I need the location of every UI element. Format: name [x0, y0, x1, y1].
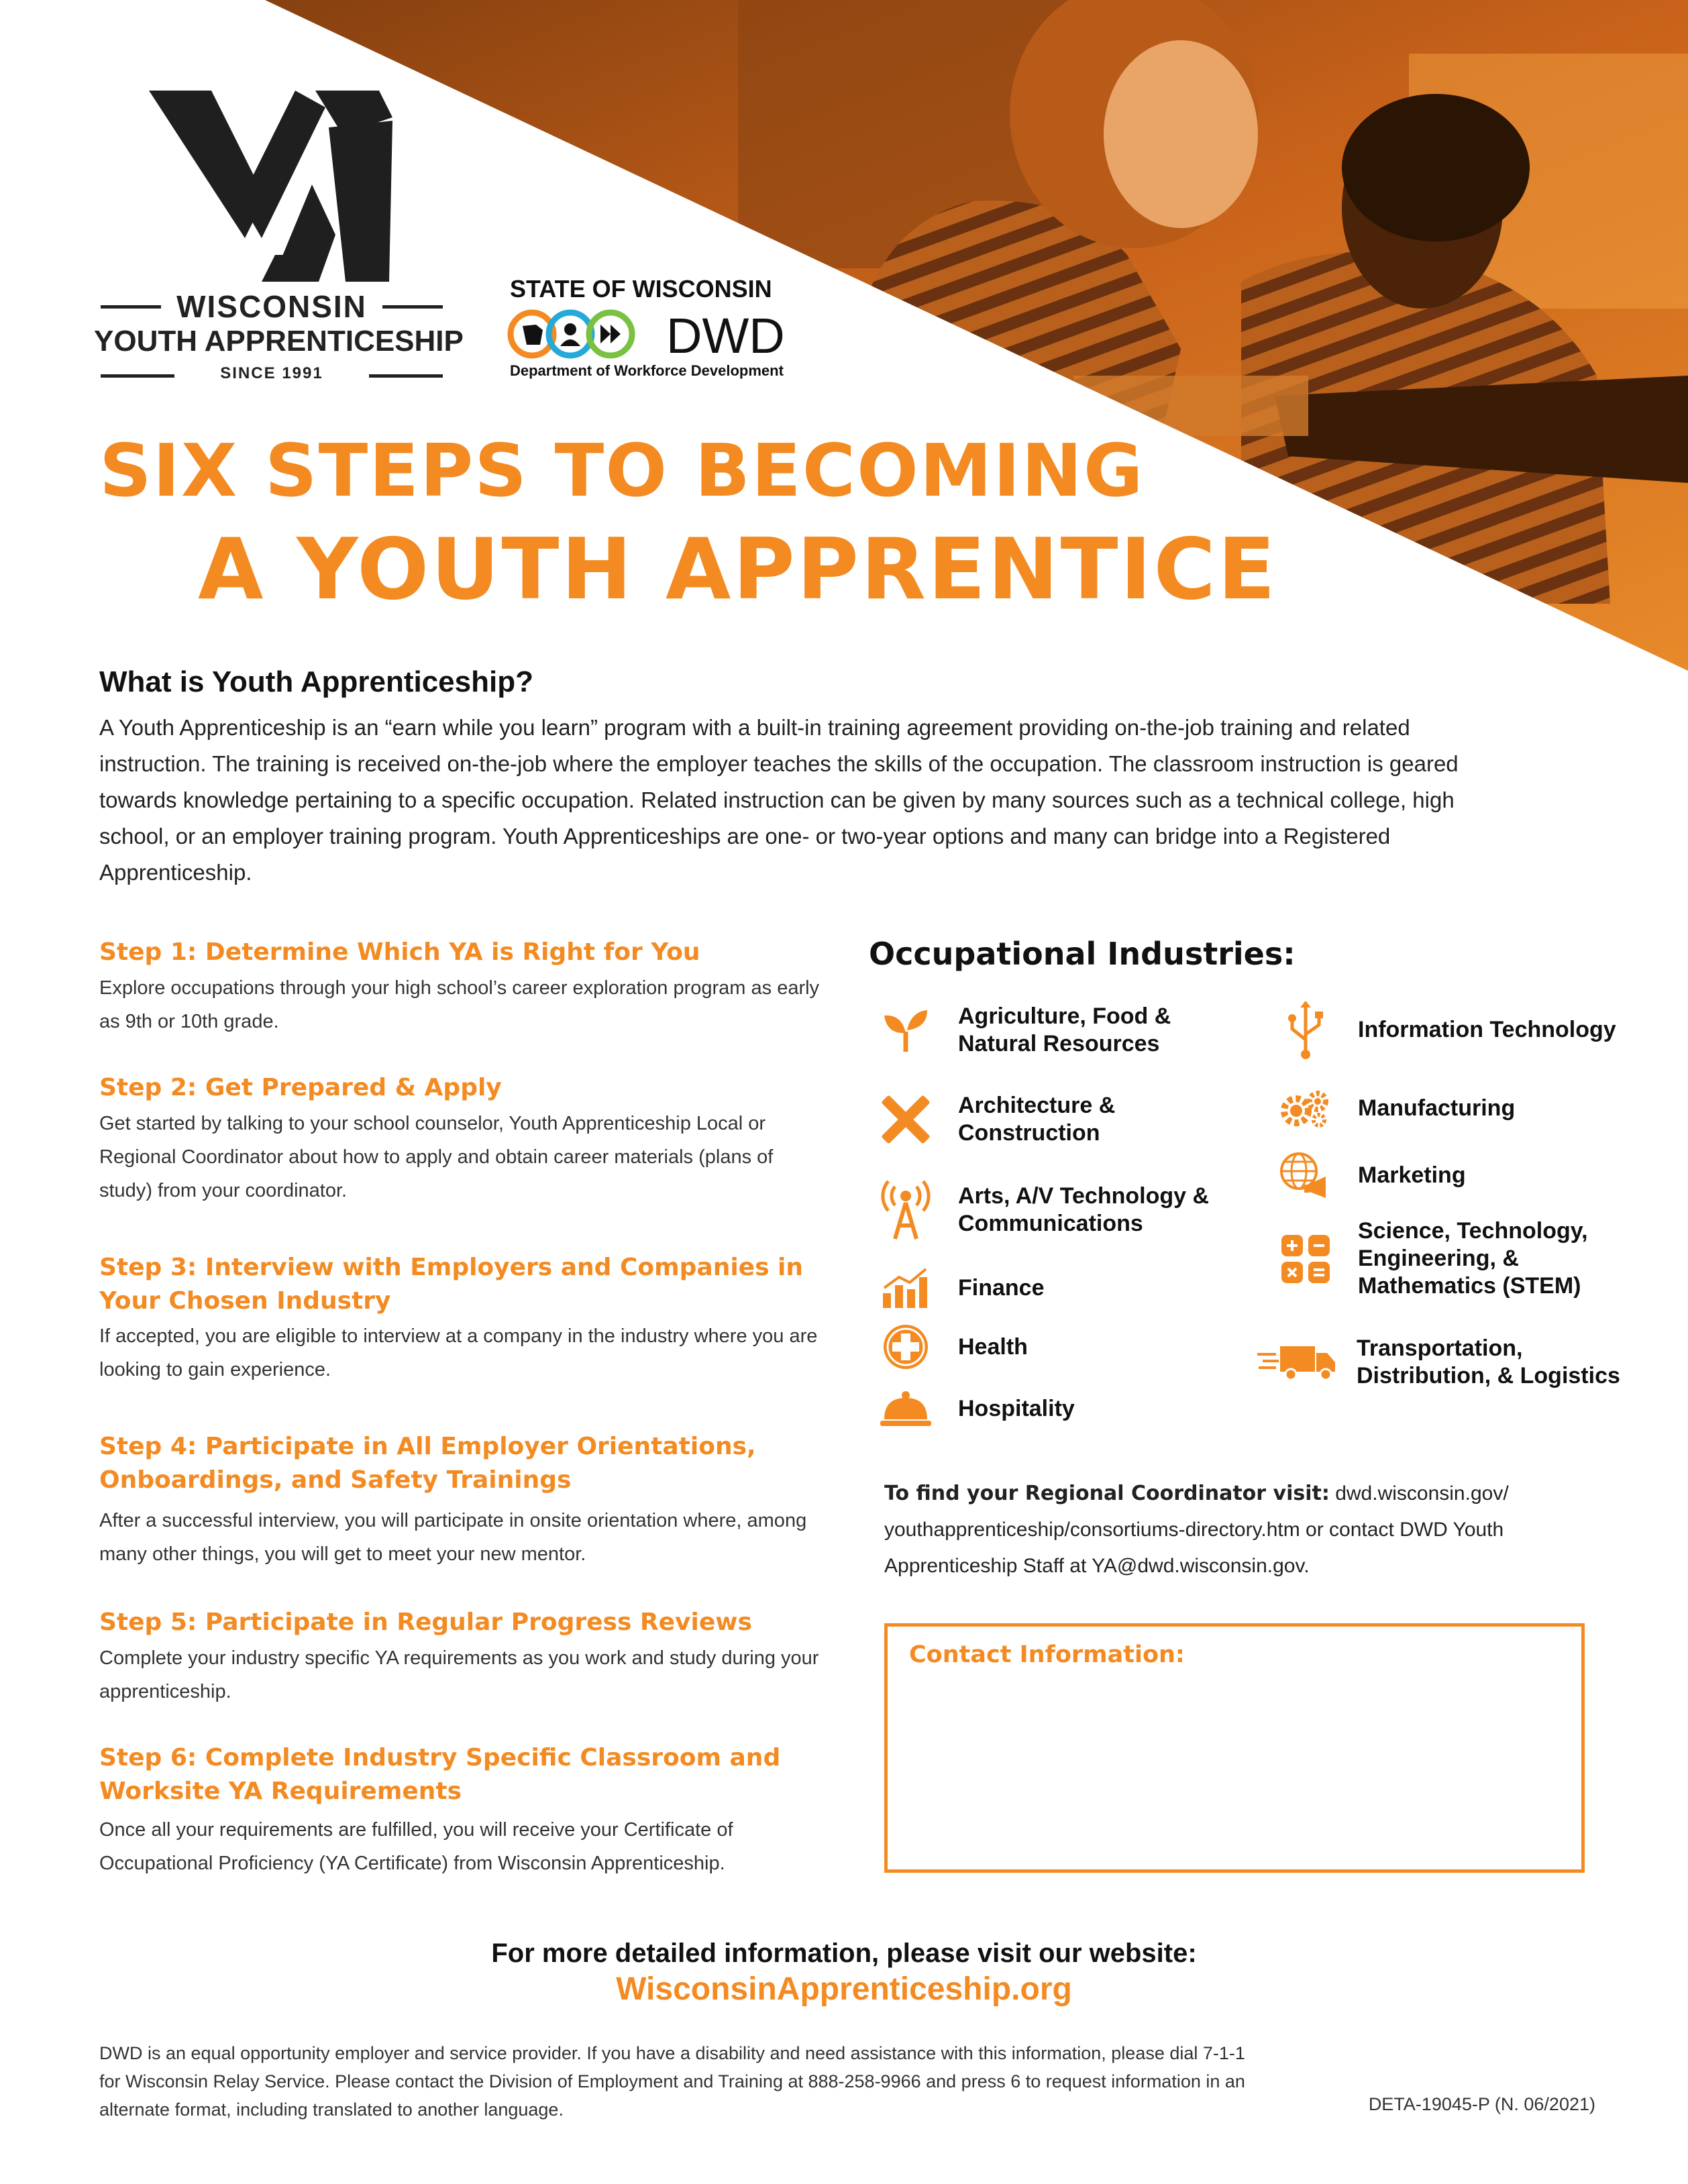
- what-is-body: A Youth Apprenticeship is an “earn while you learn” program with a built-in training agreement providing on-the-job training and related instruction. The training is received on-the-job where the employer teaches the skills of the occupation. The classroom instruction is geared towards knowledge pertaining to a specific occupation. Related instruction can be given by many sources such as a technical college, high school, or an employer training program. Youth Apprenticeships are one- or two-year options and many can bridge into a Registered Apprenticeship.: [99, 715, 1459, 885]
- logo-youth-apprenticeship-text: YOUTH APPRENTICESHIP: [94, 325, 464, 358]
- step-3-body: If accepted, you are eligible to interview at a company in the industry where you are looking to gain experience.: [99, 1325, 818, 1380]
- dwd-state-text: STATE OF WISCONSIN: [510, 275, 772, 303]
- service-bell-icon: [879, 1382, 933, 1435]
- step-4-body: After a successful interview, you will participate in onsite orientation where, among many other things, you will get to meet your new mentor.: [99, 1510, 807, 1565]
- industry-item: [1279, 1148, 1653, 1202]
- industry-label: Hospitality: [958, 1395, 1075, 1421]
- industry-label: Agriculture, Food & Natural Resources: [958, 1003, 1171, 1056]
- step-4-title: Step 4: Participate in All Employer Orientations, Onboardings, and Safety Trainings: [99, 1433, 756, 1494]
- logo-since-text: SINCE 1991: [220, 364, 323, 382]
- growth-chart-icon: [879, 1261, 933, 1315]
- industry-item: [879, 1183, 1253, 1238]
- industry-item: [1279, 1003, 1653, 1056]
- industry-label: Architecture & Construction: [958, 1093, 1116, 1146]
- step-5-body: Complete your industry specific YA requirements as you work and study during your apprenticeship.: [99, 1647, 819, 1702]
- industry-label: Manufacturing: [1358, 1095, 1516, 1121]
- disclaimer-text: DWD is an equal opportunity employer and service provider. If you have a disability and need assistance with this information, please dial 7-1-1 for Wisconsin Relay Service. Please contact the Division of Employment and Training at 888-258-9966 and press 6 to request information in an alternate format, including translated to another language.: [99, 2043, 1245, 2120]
- ya-logo: [94, 87, 464, 382]
- more-info-text: For more detailed information, please visit our website:: [491, 1939, 1197, 1968]
- dwd-logo: [507, 275, 788, 382]
- globe-megaphone-icon: [1279, 1148, 1332, 1202]
- contact-info-box: [884, 1623, 1585, 1873]
- website-link[interactable]: WisconsinApprenticeship.org: [616, 1971, 1072, 2007]
- industries-heading: Occupational Industries:: [869, 936, 1296, 972]
- dwd-circles-icon: [507, 307, 668, 361]
- industry-label: Science, Technology, Engineering, & Mathematics (STEM): [1358, 1218, 1588, 1299]
- step-5-title: Step 5: Participate in Regular Progress Reviews: [99, 1608, 752, 1636]
- industry-item: [879, 1382, 1253, 1435]
- pencil-ruler-icon: [879, 1093, 933, 1146]
- page-title-line-2: A YOUTH APPRENTICE: [198, 520, 1277, 618]
- what-is-heading: What is Youth Apprenticeship?: [99, 665, 533, 698]
- usb-icon: [1279, 1003, 1332, 1056]
- industry-item: [1256, 1335, 1652, 1390]
- logo-wisconsin-text: WISCONSIN: [176, 289, 367, 324]
- calculator-icon: [1279, 1232, 1332, 1286]
- step-2-title: Step 2: Get Prepared & Apply: [99, 1074, 502, 1101]
- dwd-department-text: Department of Workforce Development: [510, 362, 784, 379]
- medical-cross-icon: [879, 1320, 933, 1374]
- industry-item: [1279, 1217, 1653, 1300]
- industry-label: Information Technology: [1358, 1016, 1616, 1042]
- ya-monogram-icon: [94, 87, 450, 288]
- step-6-title: Step 6: Complete Industry Specific Classroom and Worksite YA Requirements: [99, 1744, 781, 1805]
- dwd-letters-text: DWD: [666, 308, 785, 364]
- step-2-body: Get started by talking to your school counselor, Youth Apprenticeship Local or Regional Coordinator about how to apply and obtain career materials (plans of study) from your coordinator.: [99, 1113, 774, 1201]
- industry-label: Arts, A/V Technology & Communications: [958, 1183, 1210, 1236]
- step-3-title: Step 3: Interview with Employers and Companies in Your Chosen Industry: [99, 1254, 804, 1315]
- coordinator-text[interactable]: dwd.wisconsin.gov/ youthapprenticeship/consortiums-directory.htm or contact DWD Youth Apprenticeship Staff at YA@dwd.wisconsin.gov.: [884, 1482, 1509, 1577]
- industry-label: Transportation, Distribution, & Logistics: [1357, 1335, 1620, 1388]
- industry-item: [1279, 1081, 1653, 1135]
- sprout-icon: [879, 1003, 933, 1057]
- broadcast-tower-icon: [879, 1183, 933, 1237]
- industry-label: Finance: [958, 1274, 1045, 1301]
- industry-item: [879, 1320, 1253, 1374]
- step-1-title: Step 1: Determine Which YA is Right for You: [99, 938, 700, 966]
- document-id: DETA-19045-P (N. 06/2021): [1368, 2094, 1595, 2114]
- industry-label: Marketing: [1358, 1162, 1466, 1188]
- industry-label: Health: [958, 1333, 1028, 1360]
- industry-item: [879, 1092, 1253, 1147]
- page-title-line-1: SIX STEPS TO BECOMING: [99, 429, 1145, 513]
- contact-info-label: Contact Information:: [909, 1641, 1185, 1668]
- coordinator-label: To find your Regional Coordinator visit:: [884, 1482, 1330, 1505]
- delivery-truck-icon: [1256, 1335, 1336, 1389]
- industry-item: [879, 1261, 1253, 1315]
- gears-icon: [1279, 1081, 1332, 1135]
- step-1-body: Explore occupations through your high school’s career exploration program as early as 9th or 10th grade.: [99, 977, 820, 1032]
- step-6-body: Once all your requirements are fulfilled, you will receive your Certificate of Occupational Proficiency (YA Certificate) from Wisconsin Apprenticeship.: [99, 1819, 733, 1874]
- coordinator-info: [884, 1476, 1569, 1584]
- industry-item: [879, 1003, 1253, 1058]
